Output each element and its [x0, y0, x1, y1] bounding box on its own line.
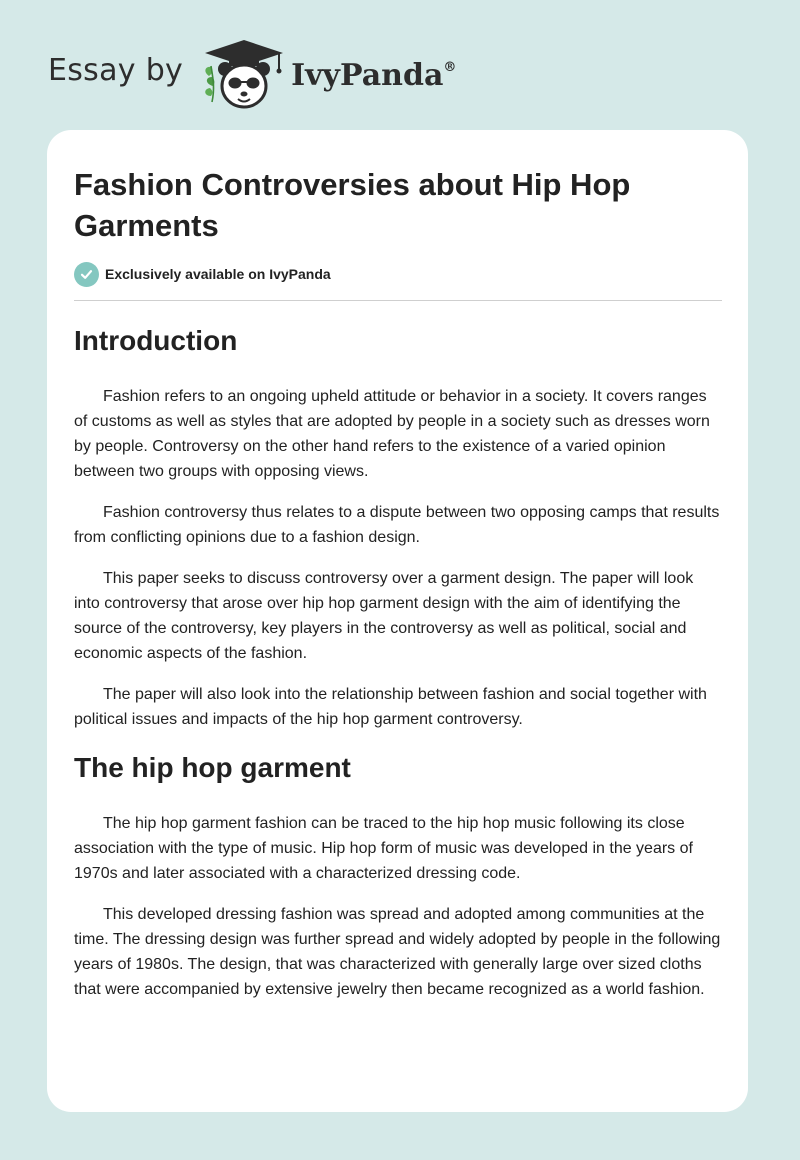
essay-by-label: Essay by: [48, 52, 184, 88]
paragraph: This developed dressing fashion was spread and adopted among communities at the time. The dressing design was further spread and widely adopted by people in the following years of 1980s. The design, that was characterized with generally large over sized cloths that were accompanied by extensive jewelry then became recognized as a world fashion.: [74, 906, 721, 998]
divider: [74, 300, 722, 301]
paragraph: The hip hop garment fashion can be traced to the hip hop music following its close association with the type of music. Hip hop form of music was developed in the years of 1970s and later associated with a characterized dressing code.: [74, 815, 693, 882]
ivypanda-logo-icon[interactable]: [201, 36, 287, 112]
checkmark-icon: [74, 262, 99, 287]
brand-name[interactable]: IvyPanda®: [291, 57, 457, 93]
exclusive-badge: [74, 261, 722, 287]
section-heading: The hip hop garment: [74, 752, 351, 783]
section-heading: Introduction: [74, 325, 238, 356]
paragraph: Fashion refers to an ongoing upheld attitude or behavior in a society. It covers ranges of customs as well as styles that are adopted by people in a society such as dresses worn by people. Controversy on the other hand refers to the existence of a varied opinion between two groups with opposing views.: [74, 388, 710, 480]
registered-mark: ®: [443, 59, 457, 75]
site-header: [48, 36, 456, 112]
essay-card: [47, 130, 748, 1112]
essay-title: Fashion Controversies about Hip Hop Garments: [74, 167, 631, 243]
paragraph: The paper will also look into the relationship between fashion and social together with political issues and impacts of the hip hop garment controversy.: [74, 686, 707, 728]
paragraph: This paper seeks to discuss controversy over a garment design. The paper will look into controversy that arose over hip hop garment design with the aim of identifying the source of the controversy, key players in the controversy as well as political, social and economic aspects of the fashion.: [74, 570, 694, 662]
badge-label: Exclusively available on IvyPanda: [105, 266, 331, 282]
paragraph: Fashion controversy thus relates to a dispute between two opposing camps that results from conflicting opinions due to a fashion design.: [74, 504, 720, 546]
